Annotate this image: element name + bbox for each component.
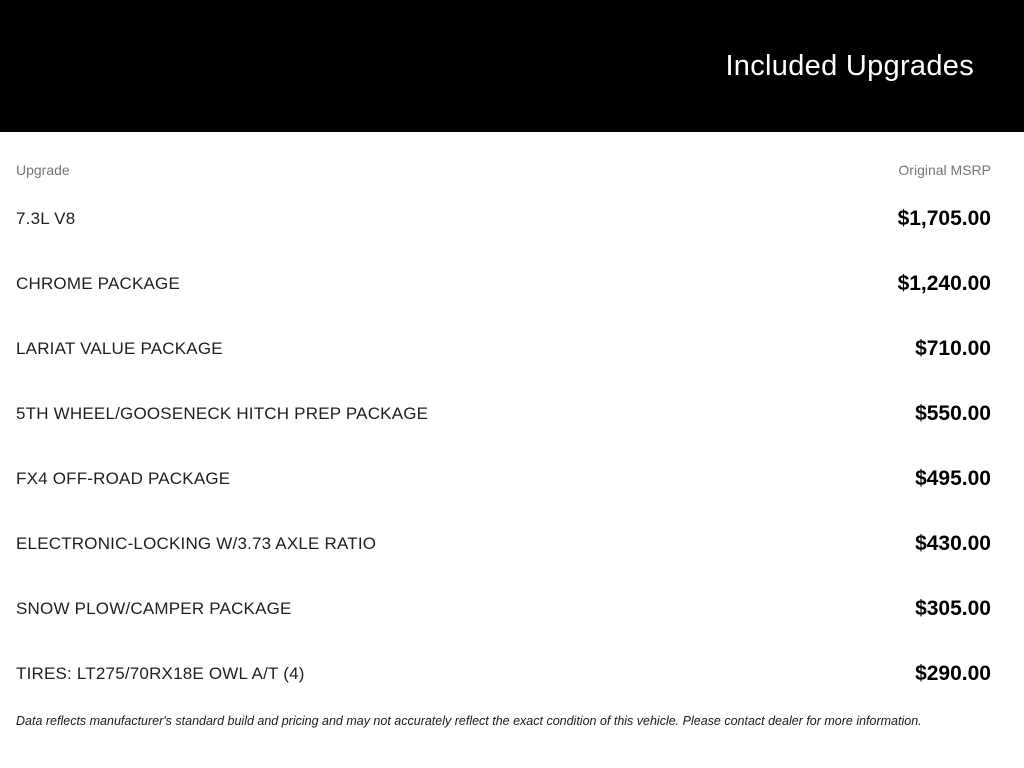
table-header-row bbox=[16, 132, 991, 178]
page-title: Included Upgrades bbox=[725, 49, 974, 82]
upgrade-name: 5TH WHEEL/GOOSENECK HITCH PREP PACKAGE bbox=[16, 403, 429, 423]
upgrade-price: $495.00 bbox=[915, 466, 991, 490]
table-row bbox=[16, 446, 991, 511]
table-row bbox=[16, 576, 991, 641]
upgrade-price: $550.00 bbox=[915, 401, 991, 425]
upgrade-price: $710.00 bbox=[915, 336, 991, 360]
upgrade-price: $1,705.00 bbox=[897, 206, 991, 230]
table-row bbox=[16, 186, 991, 251]
upgrades-table bbox=[0, 132, 1024, 706]
column-header-upgrade: Upgrade bbox=[16, 162, 70, 178]
column-header-original-msrp: Original MSRP bbox=[898, 162, 991, 178]
upgrade-name: SNOW PLOW/CAMPER PACKAGE bbox=[16, 598, 292, 618]
table-row bbox=[16, 641, 991, 706]
upgrade-name: 7.3L V8 bbox=[16, 208, 76, 228]
upgrade-name: ELECTRONIC-LOCKING W/3.73 AXLE RATIO bbox=[16, 533, 377, 553]
upgrade-name: LARIAT VALUE PACKAGE bbox=[16, 338, 223, 358]
table-row bbox=[16, 381, 991, 446]
disclaimer-text: Data reflects manufacturer's standard build and pricing and may not accurately reflect the exact condition of this vehicle. Please contact dealer for more information. bbox=[16, 714, 922, 728]
upgrade-price: $1,240.00 bbox=[897, 271, 991, 295]
table-body bbox=[16, 186, 991, 706]
upgrade-price: $430.00 bbox=[915, 531, 991, 555]
table-row bbox=[16, 251, 991, 316]
page-header bbox=[0, 0, 1024, 132]
upgrade-name: FX4 OFF-ROAD PACKAGE bbox=[16, 468, 231, 488]
upgrade-price: $290.00 bbox=[915, 661, 991, 685]
upgrade-name: TIRES: LT275/70RX18E OWL A/T (4) bbox=[16, 663, 305, 683]
upgrade-price: $305.00 bbox=[915, 596, 991, 620]
upgrade-name: CHROME PACKAGE bbox=[16, 273, 181, 293]
table-row bbox=[16, 511, 991, 576]
table-row bbox=[16, 316, 991, 381]
